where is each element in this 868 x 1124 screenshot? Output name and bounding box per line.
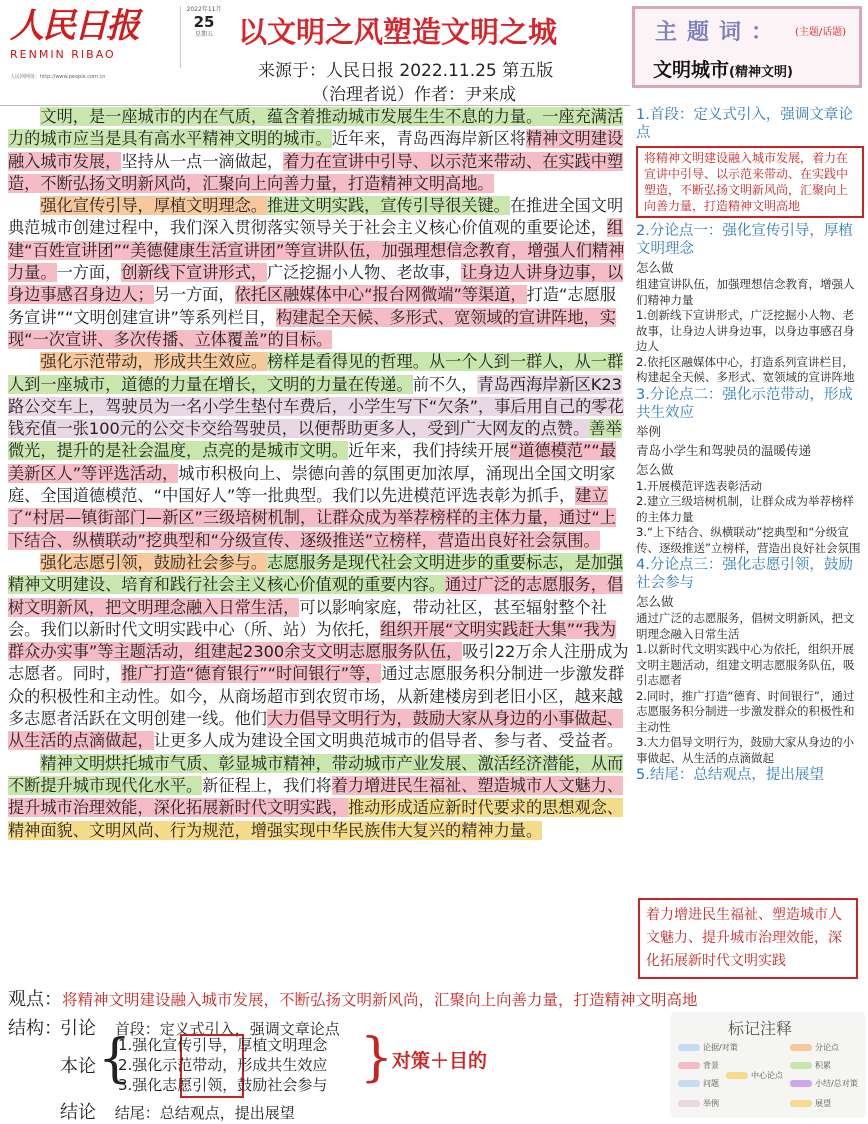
legend-item — [678, 1042, 738, 1053]
text-segment: 通过志愿服务积分制进一步激发群众的积极性和主动性。如今，从商场超市到农贸市场，从新建楼房到老旧小区，越来越多志愿者活跃在文明创建一线。他们 — [8, 664, 625, 729]
how-label: 怎么做 — [636, 594, 674, 609]
legend-item — [790, 1042, 839, 1053]
legend-item — [678, 1060, 719, 1071]
how-label: 怎么做 — [636, 260, 674, 275]
text-segment: 精神文明建设融入城市发展， — [8, 129, 624, 171]
article-author: （治理者说）作者：尹来成 — [312, 85, 516, 105]
legend-item — [790, 1098, 831, 1109]
text-segment: 建立了“村居—镇街部门—新区”三级培树机制， — [8, 486, 608, 528]
text-segment: 加强理想信念教育，增强人们精神力量。 — [8, 240, 625, 283]
legend-title: 标记注释 — [728, 1019, 793, 1038]
issue-day: 25 — [193, 13, 215, 31]
text-segment: 大力倡导文明行为，鼓励大家从身边的小事做起、从生活的点滴做起， — [8, 709, 624, 751]
text-segment: 一座充满活力的城市应当是具有高水平精神文明的城市。 — [8, 107, 624, 149]
newspaper-romanized: RENMIN RIBAO — [10, 48, 116, 61]
text-segment: 推广打造“德育银行”“时间银行”等， — [121, 664, 382, 684]
note-line: 3.大力倡导文明行为，鼓励大家从身边的小事做起、从生活的点滴做起 — [636, 735, 854, 765]
text-segment: 推进文明实践，宣传引导很关键。 — [267, 196, 510, 216]
text-segment: 近年来，我们持续开展 — [347, 441, 510, 461]
text-segment: 打造“志愿服务宣讲”“文明创建宣讲”等系列栏目， — [8, 285, 616, 327]
section-heading: 4.分论点三：强化志愿引领，鼓励社会参与 — [636, 557, 853, 591]
legend-swatch — [790, 1062, 812, 1069]
legend-swatch — [678, 1080, 700, 1087]
issue-year-month: 2022年11月 — [186, 6, 222, 13]
how-label: 怎么做 — [636, 461, 674, 477]
text-segment: 新征程上，我们将 — [202, 775, 332, 795]
conclusion-box: 着力增进民生福祉、塑造城市人文魅力、提升城市治理效能，深化拓展新时代文明实践 — [638, 898, 858, 979]
left-brace: { — [98, 1029, 132, 1089]
text-segment: 通过广泛的志愿服务，倡树文明新风，把文明理念融入日常生活， — [8, 575, 624, 617]
text-segment: 吸引22万余人注册成为志愿者。同时， — [8, 642, 629, 684]
text-segment: 依托区融媒体中心“报台网微端”等渠道， — [234, 285, 527, 305]
article-paragraph — [8, 106, 630, 195]
annotation-sidebar — [636, 106, 864, 784]
text-segment: 青岛西海岸新区K23路公交车上，驾驶员为一名小学生垫付车费后，小学生写下“欠条”，事后用自己的零花钱充值一张100元的公交卡交给驾驶员，以便帮助更多人，受到广大网友的点赞。 — [8, 374, 624, 439]
structure-label: 结构： — [8, 1018, 62, 1039]
structure-conclusion: 结论 结尾：总结观点，提出展望 — [60, 1102, 295, 1123]
legend-item — [726, 1070, 783, 1081]
structure-body-note: 对策＋目的 — [392, 1050, 488, 1072]
structure-intro: 引论 首段：定义式引入，强调文章论点 — [60, 1018, 340, 1039]
section-heading: 5.结尾：总结观点，提出展望 — [636, 767, 824, 783]
legend — [670, 1012, 866, 1118]
structure-body-2: 2.强化示范带动，形成共生效应 — [118, 1056, 328, 1074]
section-heading: 2.分论点一：强化宣传引导，厚植文明理念 — [636, 223, 853, 257]
text-segment: 另一方面， — [153, 285, 235, 305]
legend-swatch — [790, 1100, 812, 1107]
note-line: 3.“上下结合、纵横联动”挖典型和“分级宣传、逐级推送”立榜样，营造出良好社会氛围 — [636, 525, 861, 555]
text-segment: 构建起全天候、多形式、宽领域的宣讲阵地，实现“一次宣讲、多次传播、立体覆盖”的目标。 — [8, 307, 616, 349]
text-segment: 榜样是看得见的哲理。 — [267, 352, 429, 372]
text-segment: 让群众成为举荐榜样的主体力量， — [316, 508, 559, 528]
note-line: 2.建立三级培树机制，让群众成为举荐榜样的主体力量 — [636, 494, 854, 524]
newspaper-url: 人民网网址：http://www.people.com.cn — [10, 74, 106, 80]
text-segment: 在推进全国文明典范城市创建过程中，我们深入贯彻落实领导关于社会主义核心价值观的重要论述， — [8, 196, 624, 238]
text-segment: 让身边人讲身边事，以身边事感召身边人； — [8, 263, 624, 305]
legend-label: 论据/对策 — [703, 1043, 738, 1052]
legend-swatch — [678, 1044, 700, 1051]
text-segment: 着力在宣讲中引导、以示范来带动、在实践中塑造，不断弘扬文明新风尚，汇聚向上向善力量，打造精神文明高地。 — [8, 151, 624, 193]
text-segment: 广泛挖掘小人物、老故事， — [267, 263, 462, 283]
legend-swatch — [790, 1044, 812, 1051]
article-paragraph — [8, 753, 630, 842]
text-segment: 从一个人到一群人，从一群人到一座城市，道德的力量在增长，文明的力量在传递。 — [8, 352, 624, 394]
legend-swatch — [790, 1080, 812, 1087]
legend-label: 中心论点 — [751, 1071, 783, 1080]
legend-swatch — [726, 1072, 748, 1079]
legend-label: 积累 — [815, 1061, 831, 1070]
legend-item — [678, 1078, 719, 1089]
text-segment: 前不久， — [412, 374, 478, 394]
text-segment: “道德模范”“最美新区人”等评选活动， — [8, 441, 616, 483]
viewpoint-text: 将精神文明建设融入城市发展，不断弘扬文明新风尚，汇聚向上向善力量，打造精神文明高地 — [62, 991, 698, 1009]
legend-label: 分论点 — [815, 1043, 839, 1052]
article-paragraph — [8, 351, 630, 552]
legend-item — [790, 1060, 831, 1071]
note-line: 2.同时，推广打造“德育、时间银行”，通过志愿服务积分制进一步激发群众的积极性和主动性 — [636, 688, 855, 734]
legend-item — [790, 1078, 858, 1089]
text-segment: 善举微光，提升的是社会温度，点亮的是城市文明。 — [8, 419, 622, 461]
text-segment: 组织开展“文明实践赶大集”“我为群众办实事”等主题活动， — [8, 619, 616, 662]
issue-date-box — [180, 6, 227, 68]
topic-label: 主题词： — [655, 20, 784, 45]
note-line: 通过广泛的志愿服务，倡树文明新风，把文明理念融入日常生活 — [636, 611, 855, 641]
example-label: 举例 — [636, 423, 662, 439]
article-body — [8, 106, 630, 842]
legend-label: 举例 — [703, 1099, 719, 1108]
viewpoint-line — [8, 985, 698, 1011]
text-segment: 创新线下宣讲形式， — [121, 263, 267, 283]
text-segment: 让更多人成为建设全国文明典范城市的倡导者、参与者、受益者。 — [153, 731, 624, 751]
text-segment: 近年来，青岛西海岸新区将 — [331, 129, 526, 149]
note-line: 1.开展模范评选表彰活动 — [636, 478, 762, 493]
text-segment: 城市积极向上、崇德向善的氛围更加浓厚，涌现出全国文明家庭、全国道德模范、“中国好人”等一批典型。我们以先进模范评选表彰为抓手， — [8, 463, 616, 506]
legend-swatch — [678, 1062, 700, 1069]
thesis-box: 将精神文明建设融入城市发展，着力在宣讲中引导、以示范来带动、在实践中塑造，不断弘扬文明新风尚，汇聚向上向善力量，打造精神文明高地 — [636, 146, 864, 218]
text-segment: 强化示范带动，形成共生效应。 — [40, 352, 268, 372]
text-segment: 强化宣传引导，厚植文明理念。 — [40, 196, 268, 216]
note-line: 1.以新时代文明实践中心为依托，组织开展文明主题活动，组建文明志愿服务队伍，吸引志愿者 — [636, 642, 855, 687]
note-line: 2.依托区融媒体中心，打造系列宣讲栏目，构建起全天候、多形式、宽领域的宣讲阵地 — [636, 354, 855, 384]
legend-item — [678, 1098, 719, 1109]
section-heading: 1.首段：定义式引入，强调文章论点 — [636, 107, 853, 141]
article-paragraph — [8, 195, 630, 351]
text-segment: 可以影响家庭，带动社区，甚至辐射整个社会。我们以新时代文明实践中心（所、站）为依托， — [8, 597, 607, 639]
text-segment: 文明，是一座城市的内在气质，蕴含着推动城市发展生生不息的力量。 — [40, 107, 543, 126]
note-line: 1.创新线下宣讲形式，广泛挖掘小人物、老故事，让身边人讲身边事，以身边事感召身边人 — [636, 308, 855, 353]
topic-value: 文明城市(精神文明) — [653, 59, 793, 81]
legend-label: 问题 — [703, 1079, 719, 1088]
text-segment: 推动形成适应新时代要求的思想观念、精神面貌、文明风尚、行为规范，增强实现中华民族伟大复兴的精神力量。 — [8, 798, 624, 840]
issue-weekday: 星期五 — [194, 31, 213, 38]
text-segment: 志愿服务是现代社会文明进步的重要标志，是加强精神文明建设、培育和践行社会主义核心价值观的重要内容。 — [8, 552, 624, 595]
text-segment: 精神文明烘托城市气质、彰显城市精神，带动城市产业发展、激活经济潜能，从而不断提升城市现代化水平。 — [8, 753, 624, 795]
text-segment: 强化志愿引领，鼓励社会参与。 — [40, 552, 268, 572]
masthead — [10, 6, 138, 98]
legend-label: 背景 — [703, 1061, 719, 1070]
structure-body-1: 1.强化宣传引导，厚植文明理念 — [118, 1036, 328, 1054]
text-segment: 通过“上下结合、纵横联动”挖典型和“分级宣传、逐级推送”立榜样，营造出良好社会氛围。 — [8, 508, 616, 550]
topic-note: (主题/话题) — [795, 27, 847, 38]
text-segment: 组建起2300余支文明志愿服务队伍， — [194, 642, 463, 662]
section-heading: 3.分论点二：强化示范带动，形成共生效应 — [636, 386, 853, 421]
newspaper-logo: 人民日报 — [10, 6, 138, 46]
note-line: 组建宣讲队伍，加强理想信念教育，增强人们精神力量 — [636, 277, 855, 307]
text-segment: 坚持从一点一滴做起， — [121, 151, 284, 171]
right-brace: } — [360, 1028, 394, 1088]
article-paragraph — [8, 552, 630, 753]
article-title: 以文明之风塑造文明之城 — [238, 15, 558, 49]
text-segment: 一方面， — [56, 263, 122, 283]
legend-label: 小结/总对策 — [815, 1079, 858, 1088]
topic-box — [632, 6, 862, 88]
article-source: 来源于：人民日报 2022.11.25 第五版 — [258, 61, 554, 81]
text-segment: 着力增进民生福祉、塑造城市人文魅力、提升城市治理效能，深化拓展新时代文明实践， — [8, 775, 624, 818]
structure-body-label: 本论 — [60, 1056, 96, 1077]
legend-swatch — [678, 1100, 700, 1107]
text-segment: 组建“百姓宣讲团”“美德健康生活宣讲团”等宣讲队伍， — [8, 218, 624, 260]
legend-label: 展望 — [815, 1099, 831, 1108]
structure-body-3: 3.强化志愿引领，鼓励社会参与 — [118, 1076, 328, 1094]
viewpoint-label: 观点： — [8, 989, 62, 1010]
example-text: 青岛小学生和驾驶员的温暖传递 — [636, 442, 812, 458]
